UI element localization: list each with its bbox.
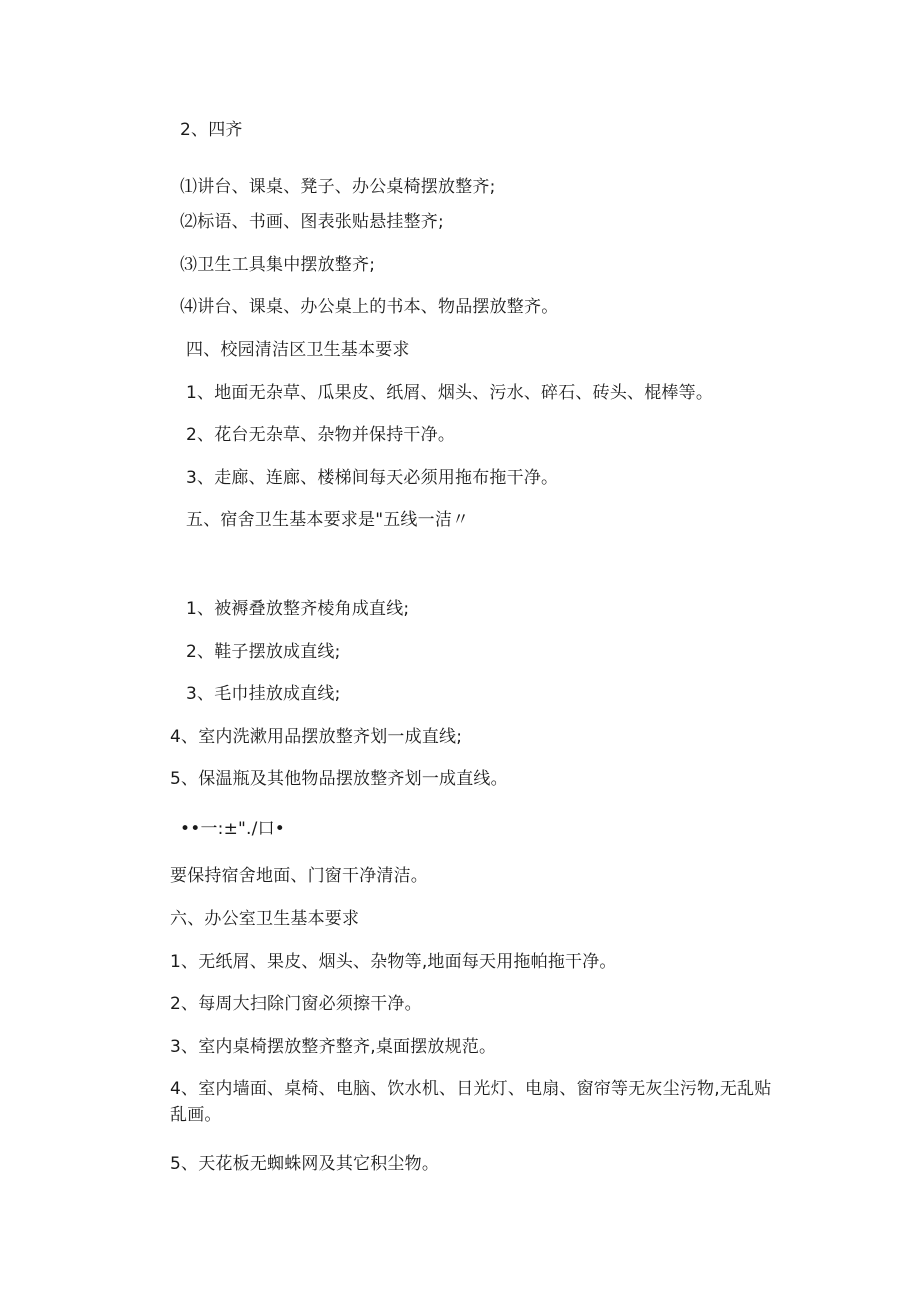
section-heading-campus: 四、校园清洁区卫生基本要求 — [186, 340, 410, 360]
list-item: 1、被褥叠放整齐棱角成直线; — [186, 599, 410, 619]
list-item: 3、毛巾挂放成直线; — [186, 684, 341, 704]
list-item: 5、保温瓶及其他物品摆放整齐划一成直线。 — [170, 769, 508, 789]
list-item: ⑶卫生工具集中摆放整齐; — [180, 255, 376, 275]
list-item: 2、每周大扫除门窗必须擦干净。 — [170, 994, 422, 1014]
dorm-clean-line: 要保持宿舍地面、门窗干净清洁。 — [170, 866, 428, 886]
list-item: 5、天花板无蜘蛛网及其它积尘物。 — [170, 1154, 440, 1174]
section-heading-dorm: 五、宿舍卫生基本要求是"五线一洁〃 — [186, 510, 470, 530]
list-item: ⑴讲台、课桌、凳子、办公桌椅摆放整齐; — [180, 177, 496, 197]
section-heading-office: 六、办公室卫生基本要求 — [170, 909, 360, 929]
section-heading-four-neat: 2、四齐 — [180, 120, 243, 140]
list-item: 1、地面无杂草、瓜果皮、纸屑、烟头、污水、碎石、砖头、棍棒等。 — [186, 383, 714, 403]
list-item: 1、无纸屑、果皮、烟头、杂物等,地面每天用拖帕拖干净。 — [170, 952, 617, 972]
list-item: ⑷讲台、课桌、办公桌上的书本、物品摆放整齐。 — [180, 297, 559, 317]
list-item: 2、鞋子摆放成直线; — [186, 642, 341, 662]
list-item: 4、室内墙面、桌椅、电脑、饮水机、日光灯、电扇、窗帘等无灰尘污物,无乱贴乱画。 — [170, 1079, 772, 1125]
list-item: 3、走廊、连廊、楼梯间每天必须用拖布拖干净。 — [186, 468, 559, 488]
list-item: 2、花台无杂草、杂物并保持干净。 — [186, 425, 456, 445]
garbled-text: ••一:±"./口• — [180, 819, 286, 839]
list-item: 3、室内桌椅摆放整齐整齐,桌面摆放规范。 — [170, 1037, 497, 1057]
list-item: ⑵标语、书画、图表张贴悬挂整齐; — [180, 212, 444, 232]
list-item: 4、室内洗漱用品摆放整齐划一成直线; — [170, 727, 463, 747]
